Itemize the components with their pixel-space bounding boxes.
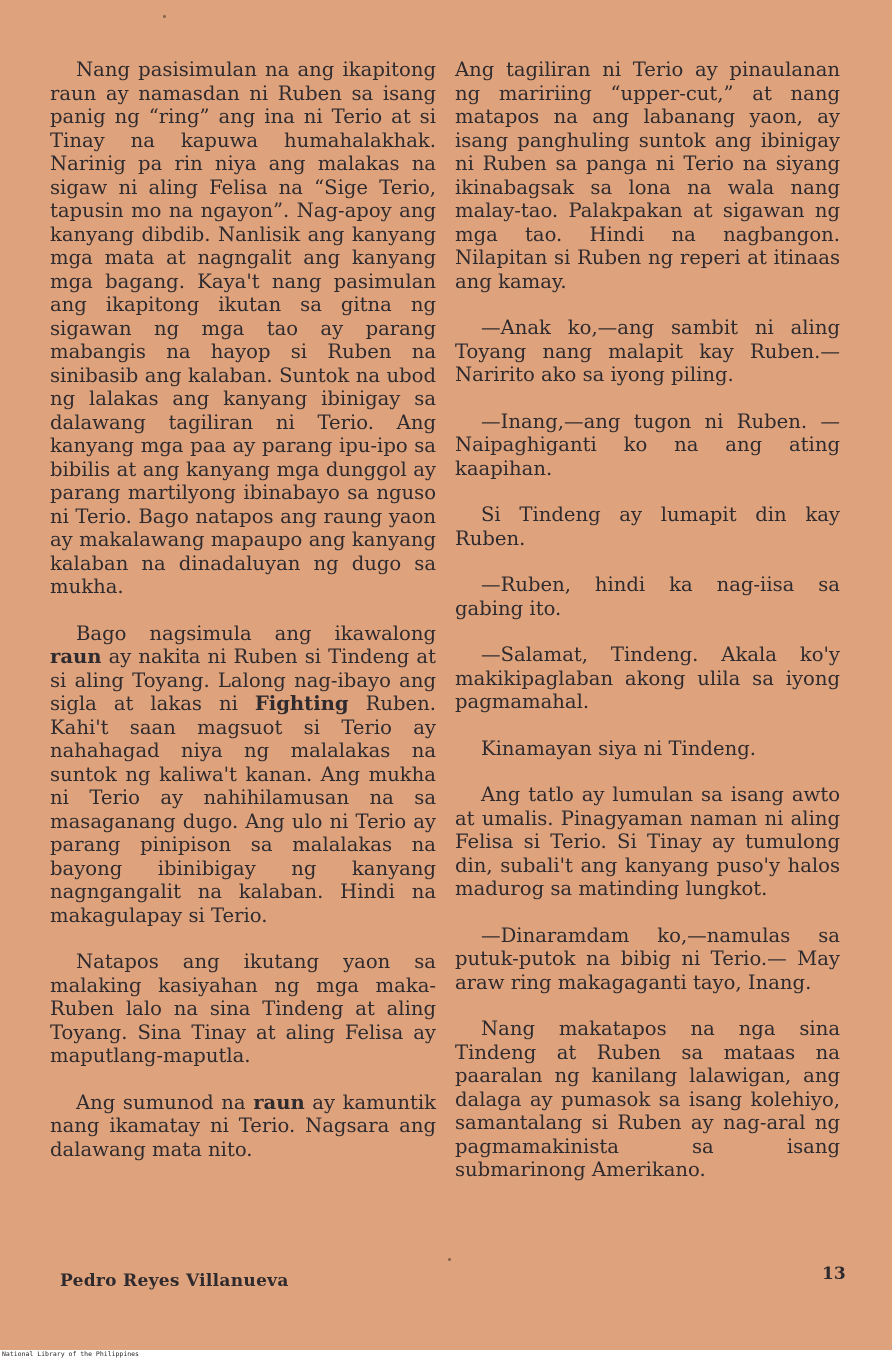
right-paragraph-5: —Ruben, hindi ka nag-iisa sa gabing ito.	[455, 573, 840, 620]
left-paragraph-1: Nang pasisimulan na ang ikapitong raun ay namasdan ni Ruben sa isang panig ng “ring” ang ina ni Terio at si Tinay na kapuwa humahalakhak. Narinig pa rin niya ang malakas na sigaw ni aling Felisa na “Sige Terio, tapusin mo na ngayon”. Nag-apoy ang kanyang dibdib. Nanlisik ang kanyang mga mata at nagngalit ang kanyang mga bagang. Kaya't nang pasimulan ang ikapitong ikutan sa gitna ng sigawan ng mga tao ay parang mabangis na hayop si Ruben na sinibasib ang kalaban. Suntok na ubod ng lalakas ang kanyang ibinigay sa dalawang tagiliran ni Terio. Ang kanyang mga paa ay parang ipu-ipo sa bibilis at ang kanyang mga dunggol ay parang martilyong ibinabayo sa nguso ni Terio. Bago natapos ang raung yaon ay makalawang mapaupo ang kanyang kalaban na dinadaluyan ng dugo sa mukha.	[50, 58, 436, 598]
right-column	[455, 58, 840, 1205]
left-paragraph-4	[50, 1091, 436, 1162]
paper-speck	[448, 1258, 451, 1261]
text-run: Bago nagsimula ang ikawalong	[76, 621, 436, 645]
right-paragraph-2: —Anak ko,—ang sambit ni aling Toyang nang malapit kay Ruben.—Naririto ako sa iyong piling.	[455, 316, 840, 386]
right-paragraph-3: —Inang,—ang tugon ni Ruben. —Naipaghiganti ko na ang ating kaapihan.	[455, 409, 840, 480]
right-paragraph-7: Kinamayan siya ni Tindeng.	[481, 736, 756, 760]
left-paragraph-2	[50, 622, 436, 928]
right-paragraph-9: —Dinaramdam ko,—namulas sa putuk-putok na bibig ni Terio.— May araw ring makagaganti tayo, Inang.	[455, 923, 840, 994]
right-paragraph-10: Nang makatapos na nga sina Tindeng at Ruben sa mataas na paaralan ng kanilang lalawigan, ang dalaga ay pumasok sa isang kolehiyo, samantalang si Ruben ay nag-aral ng pagmamakinista sa isang submarinong Amerikano.	[455, 1017, 840, 1181]
paper-speck	[163, 15, 166, 18]
text-run: Ang sumunod na	[76, 1090, 254, 1114]
bold-word-raun: raun	[50, 645, 102, 668]
bold-word-raun: raun	[253, 1090, 305, 1114]
right-paragraph-8: Ang tatlo ay lumulan sa isang awto at umalis. Pinagyaman naman ni aling Felisa si Terio. Si Tinay ay tumulong din, subali't ang kanyang puso'y halos madurog sa matinding lungkot.	[455, 783, 840, 900]
text-run: Ruben. Kahi't saan magsuot si Terio ay nahahagad niya ng malalakas na suntok ng kaliwa't kanan. Ang mukha ni Terio ay nahihilamusan na sa masaganang dugo. Ang ulo ni Terio ay parang pinipison sa malalakas na bayong ibinibigay ng kanyang nagngangalit na kalaban. Hindi na makagulapay si Terio.	[50, 692, 436, 927]
text-run: ay kamuntik nang ikamatay ni Terio. Nagsara ang dalawang mata nito.	[50, 1090, 436, 1161]
bold-word-fighting: Fighting	[254, 692, 349, 715]
right-paragraph-6: —Salamat, Tindeng. Akala ko'y makikipaglaban akong ulila sa iyong pagmamahal.	[455, 643, 840, 713]
library-credit: National Library of the Philippines	[0, 1350, 892, 1358]
text-run: ay nakita ni Ruben si Tindeng at si aling Toyang. Lalong nag-ibayo ang sigla at lakas ni	[50, 645, 436, 715]
right-paragraph-1: Ang tagiliran ni Terio ay pinaulanan ng maririing “upper-cut,” at nang matapos na ang labanang yaon, ay isang panghuling suntok ang ibinigay ni Ruben sa panga ni Terio na siyang ikinabagsak sa lona na wala nang malay-tao. Palakpakan at sigawan ng mga tao. Hindi na nagbangon. Nilapitan si Ruben ng reperi at itinaas ang kamay.	[455, 58, 840, 293]
left-paragraph-3: Natapos ang ikutang yaon sa malaking kasiyahan ng mga maka-Ruben lalo na sina Tindeng at aling Toyang. Sina Tinay at aling Felisa ay maputlang-maputla.	[50, 950, 436, 1067]
author-byline: Pedro Reyes Villanueva	[60, 1271, 289, 1291]
right-paragraph-4: Si Tindeng ay lumapit din kay Ruben.	[455, 503, 840, 550]
left-column	[50, 58, 436, 1184]
page-number: 13	[822, 1264, 846, 1284]
